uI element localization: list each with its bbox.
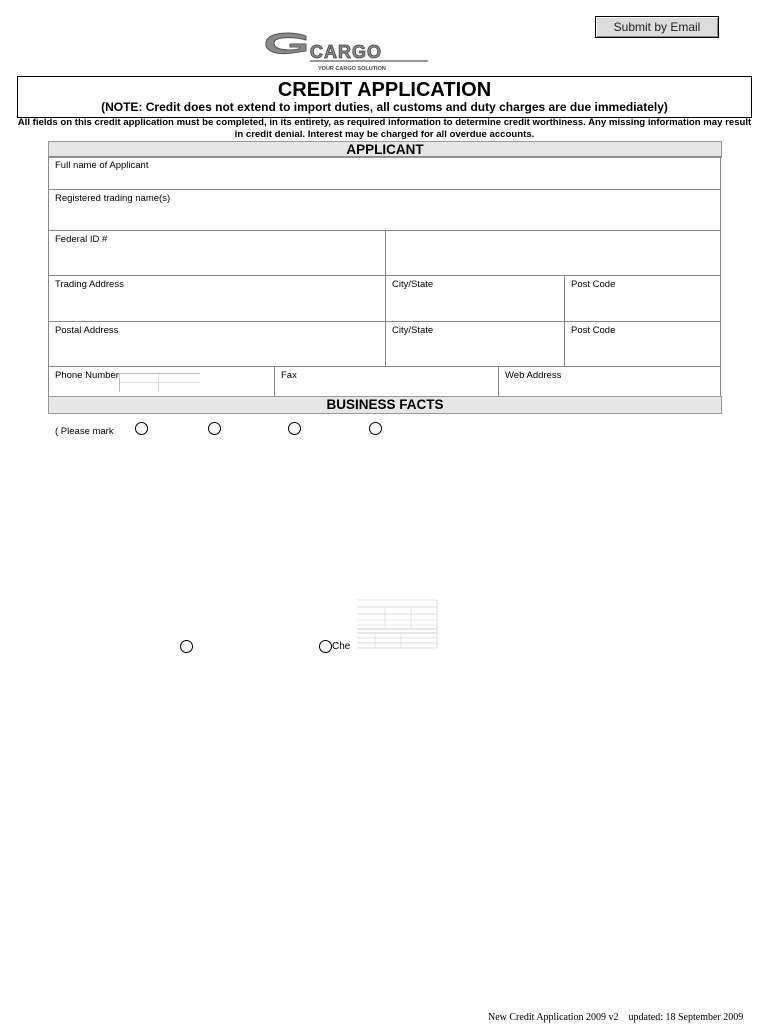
trading-address-label: Trading Address xyxy=(55,279,124,290)
business-facts-heading: BUSINESS FACTS xyxy=(48,396,722,414)
svg-text:YOUR CARGO SOLUTION: YOUR CARGO SOLUTION xyxy=(318,66,386,72)
business-type-radio-4[interactable] xyxy=(369,422,382,435)
please-mark-text: ( Please mark xyxy=(55,426,114,437)
fax-label: Fax xyxy=(281,370,297,381)
svg-text:CARGO: CARGO xyxy=(310,42,382,62)
footer-version: New Credit Application 2009 v2 updated: 18 September 2009 xyxy=(488,1012,744,1023)
trading-city-state-field[interactable] xyxy=(385,275,565,322)
business-type-radio-3[interactable] xyxy=(288,422,301,435)
federal-id-label: Federal ID # xyxy=(55,234,108,245)
phone-number-field[interactable] xyxy=(48,366,275,397)
trading-post-code-label: Post Code xyxy=(571,279,616,290)
cheque-label-fragment: Che xyxy=(332,641,351,652)
postal-post-code-field[interactable] xyxy=(564,321,721,367)
business-type-radio-2[interactable] xyxy=(208,422,221,435)
trading-name-label: Registered trading name(s) xyxy=(55,193,171,204)
trading-name-field[interactable] xyxy=(48,189,721,231)
phone-number-label: Phone Number xyxy=(55,370,119,381)
instructions-text: All fields on this credit application must be completed, in its entirety, as required information to determine credit worthiness. Any missing information may result in credit denial. Interest may be charged for all overdue accounts. xyxy=(17,117,752,140)
full-name-label: Full name of Applicant xyxy=(55,160,149,171)
postal-address-label: Postal Address xyxy=(55,325,119,336)
embedded-table-artifact xyxy=(355,598,438,650)
trading-address-field[interactable] xyxy=(48,275,386,322)
title-box xyxy=(17,76,752,118)
business-type-radio-1[interactable] xyxy=(135,422,148,435)
web-address-label: Web Address xyxy=(505,370,562,381)
trading-post-code-field[interactable] xyxy=(564,275,721,322)
postal-post-code-label: Post Code xyxy=(571,325,616,336)
full-name-field[interactable] xyxy=(48,156,721,190)
applicant-heading: APPLICANT xyxy=(48,141,722,158)
trading-city-state-label: City/State xyxy=(392,279,434,290)
web-address-field[interactable] xyxy=(498,366,721,397)
federal-id-field[interactable] xyxy=(48,230,386,276)
fax-field[interactable] xyxy=(274,366,499,397)
page-title: CREDIT APPLICATION xyxy=(277,79,492,101)
duties-note: (NOTE: Credit does not extend to import duties, all customs and duty charges are due immediately) xyxy=(101,100,668,114)
postal-city-state-label: City/State xyxy=(392,325,434,336)
embedded-artifact xyxy=(119,373,200,392)
federal-id-extra-field[interactable] xyxy=(385,230,721,276)
payment-radio-cheque[interactable] xyxy=(319,640,332,653)
submit-by-email-button[interactable]: Submit by Email xyxy=(595,16,719,38)
payment-radio-1[interactable] xyxy=(180,640,193,653)
cargo-logo xyxy=(262,28,432,74)
postal-address-field[interactable] xyxy=(48,321,386,367)
postal-city-state-field[interactable] xyxy=(385,321,565,367)
